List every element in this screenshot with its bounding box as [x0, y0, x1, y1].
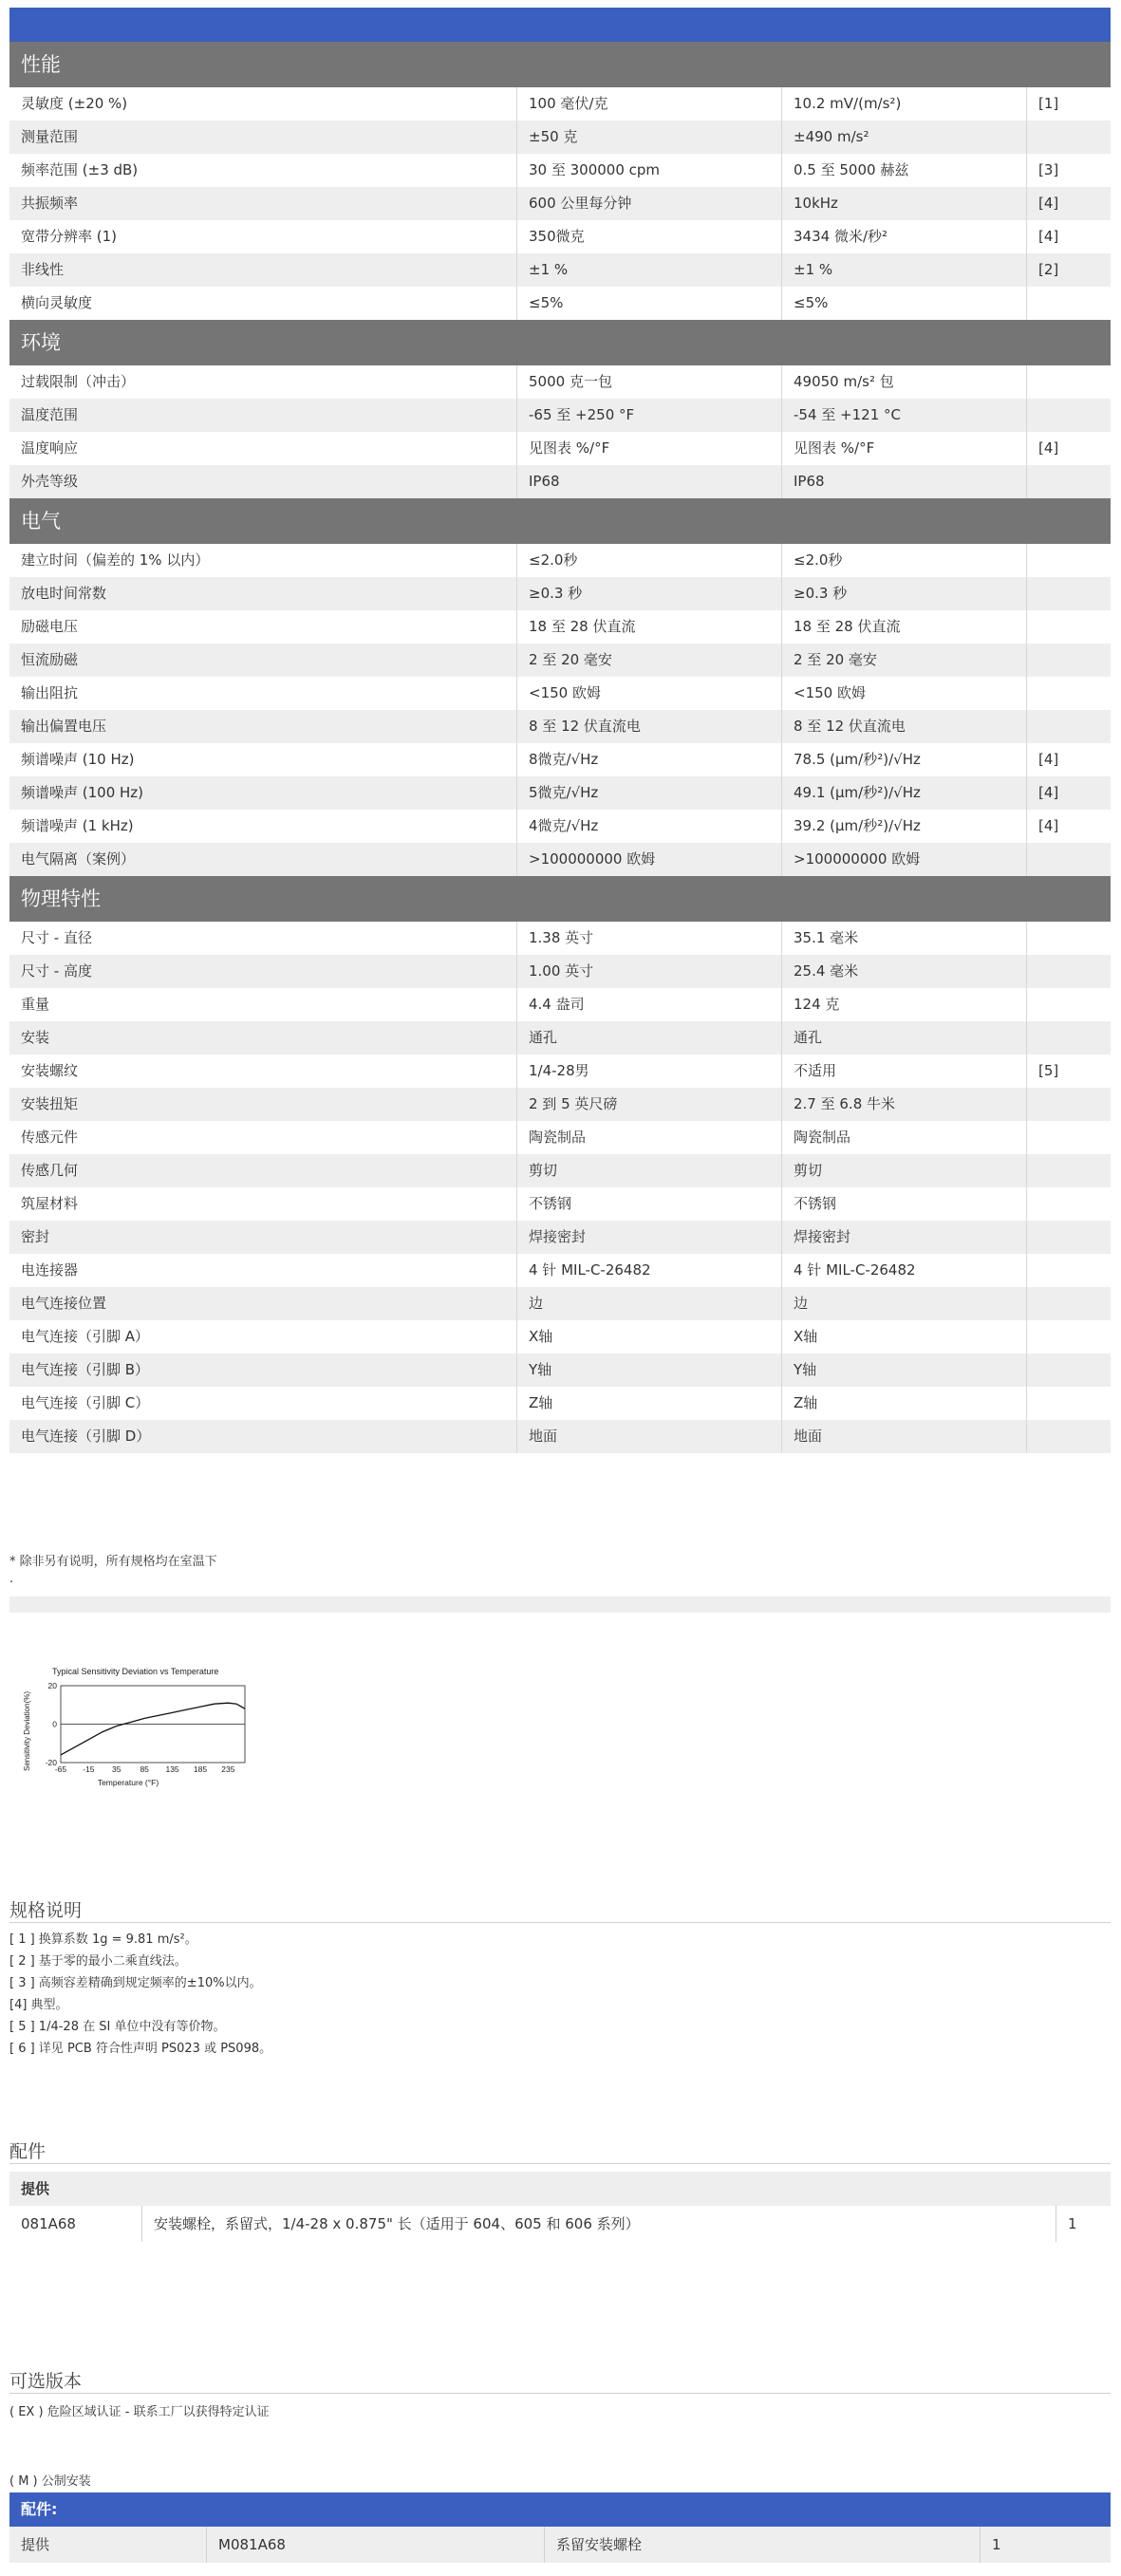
- spec-parameter: 输出偏置电压: [9, 710, 517, 743]
- chart-x-label: Temperature (°F): [97, 1778, 159, 1787]
- spec-parameter: 灵敏度 (±20 %): [9, 87, 517, 121]
- spec-row: [9, 121, 1111, 154]
- spec-value-si: 124 克: [782, 988, 1027, 1021]
- spec-parameter: 电连接器: [9, 1254, 517, 1287]
- spec-value-imperial: 8微克/√Hz: [517, 743, 782, 776]
- chart-series-line: [61, 1703, 245, 1755]
- spec-note-ref: [1027, 1353, 1111, 1387]
- spec-row: [9, 610, 1111, 644]
- spec-value-imperial: ±1 %: [517, 253, 782, 287]
- divider: [9, 1922, 1111, 1923]
- spec-value-imperial: <150 欧姆: [517, 677, 782, 710]
- spec-value-si: -54 至 +121 °C: [782, 399, 1027, 432]
- spec-value-imperial: Y轴: [517, 1353, 782, 1387]
- spec-notes-list: [9, 1929, 271, 2060]
- metric-row-label: 提供: [9, 2527, 207, 2563]
- spec-note-ref: [5]: [1038, 1062, 1059, 1079]
- spec-value-si: 49.1 (μm/秒²)/√Hz: [782, 776, 1027, 810]
- spec-parameter: 重量: [9, 988, 517, 1021]
- spec-row: [9, 1387, 1111, 1420]
- spec-parameter: 尺寸 - 直径: [9, 922, 517, 955]
- spec-value-imperial: 5微克/√Hz: [517, 776, 782, 810]
- spec-parameter: 电气连接（引脚 D）: [9, 1420, 517, 1453]
- accessory-code[interactable]: 081A68: [9, 2206, 142, 2242]
- spec-value-si: 边: [782, 1287, 1027, 1320]
- accessory-quantity: 1: [1068, 2215, 1077, 2232]
- chart-y-label: Sensitivity Deviation(%): [23, 1690, 31, 1771]
- spec-row: [9, 220, 1111, 253]
- metric-accessory-description: 系留安装螺栓: [545, 2527, 981, 2563]
- spec-parameter: 电气连接（引脚 C）: [9, 1387, 517, 1420]
- spec-note-ref: [1027, 1320, 1111, 1353]
- ex-option-text: ( EX ) 危险区域认证 - 联系工厂以获得特定认证: [9, 2405, 270, 2419]
- spec-table: [9, 42, 1111, 1453]
- spec-value-imperial: 陶瓷制品: [517, 1121, 782, 1154]
- spec-parameter: 测量范围: [9, 121, 517, 154]
- spec-value-si: 18 至 28 伏直流: [782, 610, 1027, 644]
- spec-value-si: 焊接密封: [782, 1221, 1027, 1254]
- spec-note-ref: [1027, 399, 1111, 432]
- spec-parameter: 筑屋材料: [9, 1187, 517, 1221]
- spec-value-si: 49050 m/s² 包: [782, 365, 1027, 399]
- spec-row: [9, 87, 1111, 121]
- spec-row: [9, 1021, 1111, 1055]
- spec-value-imperial: 4微克/√Hz: [517, 810, 782, 843]
- spec-value-si: ±1 %: [782, 253, 1027, 287]
- spec-note-ref: [1027, 1287, 1111, 1320]
- spec-row: [9, 1154, 1111, 1187]
- spec-note-ref: [4]: [1038, 784, 1059, 801]
- spec-note-ref: [4]: [1038, 195, 1059, 212]
- spec-value-si: 剪切: [782, 1154, 1027, 1187]
- spec-value-imperial: 100 毫伏/克: [517, 87, 782, 121]
- spec-value-imperial: 4 针 MIL-C-26482: [517, 1254, 782, 1287]
- section-header: 物理特性: [9, 876, 1111, 922]
- spec-parameter: 放电时间常数: [9, 577, 517, 610]
- spec-row: [9, 955, 1111, 988]
- spec-row: [9, 1055, 1111, 1088]
- spec-value-imperial: 焊接密封: [517, 1221, 782, 1254]
- divider: [9, 2163, 1111, 2164]
- spec-value-imperial: 4.4 盎司: [517, 988, 782, 1021]
- metric-accessory-quantity: 1: [992, 2536, 1001, 2553]
- spec-value-imperial: 1/4-28男: [517, 1055, 782, 1088]
- spec-note-item: [ 1 ] 换算系数 1g = 9.81 m/s²。: [9, 1932, 197, 1947]
- spec-row: [9, 810, 1111, 843]
- metric-table-header: 配件:: [9, 2492, 1111, 2527]
- spec-value-imperial: 5000 克一包: [517, 365, 782, 399]
- section-header: 环境: [9, 320, 1111, 365]
- spec-value-si: 3434 微米/秒²: [782, 220, 1027, 253]
- spec-row: [9, 1320, 1111, 1353]
- spec-note-ref: [1027, 121, 1111, 154]
- spec-parameter: 电气连接位置: [9, 1287, 517, 1320]
- spec-note-ref: [1027, 610, 1111, 644]
- spec-note-item: [ 6 ] 详见 PCB 符合性声明 PS023 或 PS098。: [9, 2042, 272, 2056]
- spec-value-imperial: 1.00 英寸: [517, 955, 782, 988]
- spec-parameter: 频率范围 (±3 dB): [9, 154, 517, 187]
- spec-row: [9, 399, 1111, 432]
- spec-note-ref: [1027, 1088, 1111, 1121]
- spec-row: [9, 644, 1111, 677]
- chart-x-tick-label: 35: [112, 1764, 121, 1774]
- spec-parameter: 电气连接（引脚 A）: [9, 1320, 517, 1353]
- accessory-row: [9, 2206, 1111, 2242]
- spec-note-ref: [1027, 1420, 1111, 1453]
- spec-value-si: 地面: [782, 1420, 1027, 1453]
- spec-value-imperial: ±50 克: [517, 121, 782, 154]
- spec-value-imperial: 18 至 28 伏直流: [517, 610, 782, 644]
- spec-parameter: 电气隔离（案例）: [9, 843, 517, 876]
- spec-note-ref: [4]: [1038, 751, 1059, 768]
- accessory-description: 安装螺栓，系留式，1/4-28 x 0.875" 长（适用于 604、605 和 606 系列）: [142, 2206, 1056, 2242]
- spec-value-imperial: 见图表 %/°F: [517, 432, 782, 465]
- spec-value-imperial: 边: [517, 1287, 782, 1320]
- spec-note-ref: [1027, 1021, 1111, 1055]
- spec-parameter: 温度范围: [9, 399, 517, 432]
- temperature-chart: [9, 1659, 275, 1801]
- spec-row: [9, 1221, 1111, 1254]
- spec-row: [9, 1187, 1111, 1221]
- spec-note-ref: [1027, 922, 1111, 955]
- spec-row: [9, 988, 1111, 1021]
- spec-value-imperial: 不锈钢: [517, 1187, 782, 1221]
- spec-value-si: 39.2 (μm/秒²)/√Hz: [782, 810, 1027, 843]
- spec-parameter: 建立时间（偏差的 1% 以内）: [9, 544, 517, 577]
- spec-row: [9, 577, 1111, 610]
- spec-note-ref: [1027, 1254, 1111, 1287]
- spec-row: [9, 1088, 1111, 1121]
- chart-x-tick-label: 235: [221, 1764, 235, 1774]
- spec-row: [9, 1121, 1111, 1154]
- spec-parameter: 频谱噪声 (10 Hz): [9, 743, 517, 776]
- spec-value-imperial: >100000000 欧姆: [517, 843, 782, 876]
- spec-note-ref: [2]: [1038, 261, 1059, 278]
- spec-value-imperial: IP68: [517, 465, 782, 498]
- chart-y-tick-label: -20: [45, 1758, 57, 1767]
- metric-accessory-code[interactable]: M081A68: [207, 2527, 545, 2563]
- metric-option-text: ( M ) 公制安装: [9, 2474, 91, 2489]
- spec-note-ref: [1027, 544, 1111, 577]
- chart-title: Typical Sensitivity Deviation vs Temperature: [52, 1667, 219, 1676]
- chart-x-tick-label: -15: [83, 1764, 95, 1774]
- spec-value-imperial: ≤5%: [517, 287, 782, 320]
- spec-note-ref: [3]: [1038, 161, 1059, 178]
- spec-value-imperial: 通孔: [517, 1021, 782, 1055]
- spec-parameter: 非线性: [9, 253, 517, 287]
- spec-note-item: [ 3 ] 高频容差精确到规定频率的±10%以内。: [9, 1976, 262, 1990]
- spec-row: [9, 1287, 1111, 1320]
- spec-row: [9, 843, 1111, 876]
- spec-parameter: 共振频率: [9, 187, 517, 220]
- spec-value-si: 陶瓷制品: [782, 1121, 1027, 1154]
- metric-accessories-table: [9, 2492, 1111, 2563]
- chart-y-tick-label: 0: [52, 1719, 57, 1729]
- spec-value-si: 4 针 MIL-C-26482: [782, 1254, 1027, 1287]
- spec-row: [9, 432, 1111, 465]
- note-dot: .: [9, 1572, 14, 1586]
- spec-value-imperial: 地面: [517, 1420, 782, 1453]
- spec-note-ref: [1027, 710, 1111, 743]
- spec-row: [9, 365, 1111, 399]
- spec-value-si: 35.1 毫米: [782, 922, 1027, 955]
- spec-note-ref: [1027, 843, 1111, 876]
- spec-value-imperial: Z轴: [517, 1387, 782, 1420]
- spec-value-imperial: 剪切: [517, 1154, 782, 1187]
- spec-row: [9, 743, 1111, 776]
- spec-parameter: 恒流励磁: [9, 644, 517, 677]
- spec-value-si: ≤5%: [782, 287, 1027, 320]
- spec-note-ref: [4]: [1038, 439, 1059, 457]
- spec-value-imperial: ≤2.0秒: [517, 544, 782, 577]
- spec-value-si: Y轴: [782, 1353, 1027, 1387]
- spec-row: [9, 1254, 1111, 1287]
- spec-note-ref: [1]: [1038, 95, 1059, 112]
- spec-value-si: >100000000 欧姆: [782, 843, 1027, 876]
- spec-parameter: 外壳等级: [9, 465, 517, 498]
- options-title: 可选版本: [9, 2371, 83, 2392]
- spec-parameter: 安装: [9, 1021, 517, 1055]
- spec-value-si: 2.7 至 6.8 牛米: [782, 1088, 1027, 1121]
- spec-value-imperial: 2 到 5 英尺磅: [517, 1088, 782, 1121]
- chart-y-tick-label: 20: [47, 1681, 57, 1690]
- spec-value-si: ≤2.0秒: [782, 544, 1027, 577]
- spec-value-si: 不锈钢: [782, 1187, 1027, 1221]
- accessories-table: [9, 2172, 1111, 2242]
- spec-value-imperial: X轴: [517, 1320, 782, 1353]
- spec-notes-title: 规格说明: [9, 1900, 83, 1921]
- spec-value-si: ±490 m/s²: [782, 121, 1027, 154]
- accessories-header: 提供: [9, 2172, 1111, 2206]
- spec-note-ref: [1027, 1121, 1111, 1154]
- section-header: 性能: [9, 42, 1111, 87]
- spec-row: [9, 154, 1111, 187]
- spec-note-ref: [1027, 577, 1111, 610]
- spec-value-si: 不适用: [782, 1055, 1027, 1088]
- metric-accessory-row: [9, 2527, 1111, 2563]
- spec-parameter: 频谱噪声 (1 kHz): [9, 810, 517, 843]
- top-blue-bar: [9, 8, 1111, 42]
- spec-value-si: <150 欧姆: [782, 677, 1027, 710]
- spec-value-si: X轴: [782, 1320, 1027, 1353]
- spec-note-ref: [1027, 1154, 1111, 1187]
- spec-note-ref: [4]: [1038, 228, 1059, 245]
- spec-note-item: [4] 典型。: [9, 1998, 68, 2012]
- spec-note-ref: [1027, 287, 1111, 320]
- spec-parameter: 宽带分辨率 (1): [9, 220, 517, 253]
- spec-note-ref: [1027, 465, 1111, 498]
- spec-value-imperial: 2 至 20 毫安: [517, 644, 782, 677]
- spec-parameter: 输出阻抗: [9, 677, 517, 710]
- spec-note-ref: [1027, 988, 1111, 1021]
- spec-note-ref: [1027, 677, 1111, 710]
- spec-row: [9, 253, 1111, 287]
- spec-value-si: 2 至 20 毫安: [782, 644, 1027, 677]
- spec-row: [9, 922, 1111, 955]
- divider: [9, 2393, 1111, 2394]
- spec-page: [9, 8, 1111, 1453]
- spec-note-item: [ 5 ] 1/4-28 在 SI 单位中没有等价物。: [9, 2020, 226, 2034]
- spec-parameter: 尺寸 - 高度: [9, 955, 517, 988]
- spec-value-imperial: 8 至 12 伏直流电: [517, 710, 782, 743]
- spec-parameter: 频谱噪声 (100 Hz): [9, 776, 517, 810]
- spec-value-imperial: -65 至 +250 °F: [517, 399, 782, 432]
- chart-x-tick-label: -65: [54, 1764, 67, 1774]
- chart-x-tick-label: 185: [193, 1764, 208, 1774]
- spec-value-si: 25.4 毫米: [782, 955, 1027, 988]
- spec-value-si: 8 至 12 伏直流电: [782, 710, 1027, 743]
- spec-value-si: 0.5 至 5000 赫兹: [782, 154, 1027, 187]
- spec-value-si: 10.2 mV/(m/s²): [782, 87, 1027, 121]
- spec-value-si: Z轴: [782, 1387, 1027, 1420]
- spec-note-ref: [1027, 1221, 1111, 1254]
- spec-parameter: 励磁电压: [9, 610, 517, 644]
- spec-parameter: 过载限制（冲击）: [9, 365, 517, 399]
- spec-note-ref: [1027, 1187, 1111, 1221]
- spec-row: [9, 544, 1111, 577]
- spec-parameter: 横向灵敏度: [9, 287, 517, 320]
- chart-x-tick-label: 135: [165, 1764, 179, 1774]
- section-header: 电气: [9, 498, 1111, 544]
- spec-row: [9, 187, 1111, 220]
- spec-row: [9, 1353, 1111, 1387]
- spec-value-imperial: ≥0.3 秒: [517, 577, 782, 610]
- spec-note-item: [ 2 ] 基于零的最小二乘直线法。: [9, 1954, 187, 1969]
- spec-row: [9, 465, 1111, 498]
- spec-value-si: 通孔: [782, 1021, 1027, 1055]
- spec-parameter: 温度响应: [9, 432, 517, 465]
- spec-parameter: 传感几何: [9, 1154, 517, 1187]
- room-temp-note: * 除非另有说明，所有规格均在室温下: [9, 1555, 217, 1569]
- spec-value-imperial: 600 公里每分钟: [517, 187, 782, 220]
- spec-note-ref: [1027, 644, 1111, 677]
- spec-value-si: 10kHz: [782, 187, 1027, 220]
- spec-value-imperial: 30 至 300000 cpm: [517, 154, 782, 187]
- spec-note-ref: [1027, 1387, 1111, 1420]
- spec-row: [9, 776, 1111, 810]
- spec-row: [9, 710, 1111, 743]
- spec-parameter: 密封: [9, 1221, 517, 1254]
- chart-x-tick-label: 85: [140, 1764, 149, 1774]
- spec-value-si: 78.5 (μm/秒²)/√Hz: [782, 743, 1027, 776]
- spec-value-si: 见图表 %/°F: [782, 432, 1027, 465]
- spec-row: [9, 287, 1111, 320]
- spec-value-imperial: 1.38 英寸: [517, 922, 782, 955]
- spec-value-si: IP68: [782, 465, 1027, 498]
- spec-row: [9, 1420, 1111, 1453]
- spec-parameter: 电气连接（引脚 B）: [9, 1353, 517, 1387]
- spec-parameter: 传感元件: [9, 1121, 517, 1154]
- spec-note-ref: [1027, 365, 1111, 399]
- spec-parameter: 安装扭矩: [9, 1088, 517, 1121]
- spec-note-ref: [1027, 955, 1111, 988]
- spec-note-ref: [4]: [1038, 817, 1059, 834]
- gray-band: [9, 1596, 1111, 1613]
- spec-value-imperial: 350微克: [517, 220, 782, 253]
- spec-parameter: 安装螺纹: [9, 1055, 517, 1088]
- spec-value-si: ≥0.3 秒: [782, 577, 1027, 610]
- spec-row: [9, 677, 1111, 710]
- accessories-title: 配件: [9, 2141, 47, 2162]
